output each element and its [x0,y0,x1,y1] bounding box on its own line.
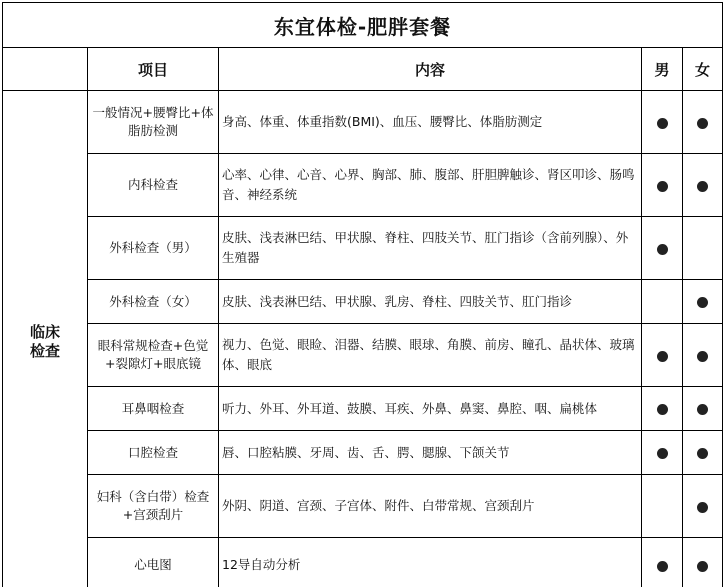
male-cell [642,475,683,538]
included-dot-icon [697,181,708,192]
female-cell [683,324,723,387]
table-row [3,280,723,324]
male-cell [642,280,683,324]
table-row [3,324,723,387]
table-row [3,217,723,280]
included-dot-icon [697,502,708,513]
header-female: 女 [683,48,723,91]
content-cell: 心率、心律、心音、心界、胸部、肺、腹部、肝胆脾触诊、肾区叩诊、肠鸣音、神经系统 [219,154,642,217]
female-cell [683,280,723,324]
content-cell: 身高、体重、体重指数(BMI)、血压、腰臀比、体脂肪测定 [219,91,642,154]
item-cell: 心电图 [88,538,219,587]
header-content: 内容 [219,48,642,91]
female-cell [683,538,723,587]
item-cell: 耳鼻咽检查 [88,387,219,431]
female-cell [683,217,723,280]
item-cell: 外科检查（男） [88,217,219,280]
male-cell [642,324,683,387]
male-cell [642,538,683,587]
included-dot-icon [697,297,708,308]
package-table [2,2,723,587]
female-cell [683,91,723,154]
content-cell: 听力、外耳、外耳道、鼓膜、耳疾、外鼻、鼻窦、鼻腔、咽、扁桃体 [219,387,642,431]
included-dot-icon [657,404,668,415]
male-cell [642,154,683,217]
included-dot-icon [657,118,668,129]
header-row [3,48,723,91]
item-cell: 内科检查 [88,154,219,217]
female-cell [683,387,723,431]
female-cell [683,154,723,217]
category-label: 临床检查 [29,322,60,360]
item-cell: 一般情况+腰臀比+体脂肪检测 [88,91,219,154]
included-dot-icon [657,244,668,255]
content-cell: 12导自动分析 [219,538,642,587]
included-dot-icon [657,351,668,362]
female-cell [683,431,723,475]
table-row [3,154,723,217]
item-cell: 口腔检查 [88,431,219,475]
included-dot-icon [657,561,668,572]
table-row [3,431,723,475]
male-cell [642,431,683,475]
male-cell [642,217,683,280]
female-cell [683,475,723,538]
item-cell: 眼科常规检查+色觉+裂隙灯+眼底镜 [88,324,219,387]
included-dot-icon [657,448,668,459]
content-cell: 视力、色觉、眼睑、泪器、结膜、眼球、角膜、前房、瞳孔、晶状体、玻璃体、眼底 [219,324,642,387]
table-title: 东宜体检-肥胖套餐 [3,3,723,48]
content-cell: 皮肤、浅表淋巴结、甲状腺、脊柱、四肢关节、肛门指诊（含前列腺）、外生殖器 [219,217,642,280]
content-cell: 唇、口腔粘膜、牙周、齿、舌、腭、腮腺、下颌关节 [219,431,642,475]
item-cell: 妇科（含白带）检查+宫颈刮片 [88,475,219,538]
included-dot-icon [657,181,668,192]
item-cell: 外科检查（女） [88,280,219,324]
male-cell [642,387,683,431]
table-row [3,91,723,154]
included-dot-icon [697,351,708,362]
included-dot-icon [697,448,708,459]
category-cell [3,91,88,587]
table-row [3,538,723,587]
header-male: 男 [642,48,683,91]
content-cell: 皮肤、浅表淋巴结、甲状腺、乳房、脊柱、四肢关节、肛门指诊 [219,280,642,324]
included-dot-icon [697,118,708,129]
table-row [3,387,723,431]
header-item: 项目 [88,48,219,91]
header-empty [3,48,88,91]
included-dot-icon [697,561,708,572]
male-cell [642,91,683,154]
included-dot-icon [697,404,708,415]
content-cell: 外阴、阴道、宫颈、子宫体、附件、白带常规、宫颈刮片 [219,475,642,538]
table-row [3,475,723,538]
